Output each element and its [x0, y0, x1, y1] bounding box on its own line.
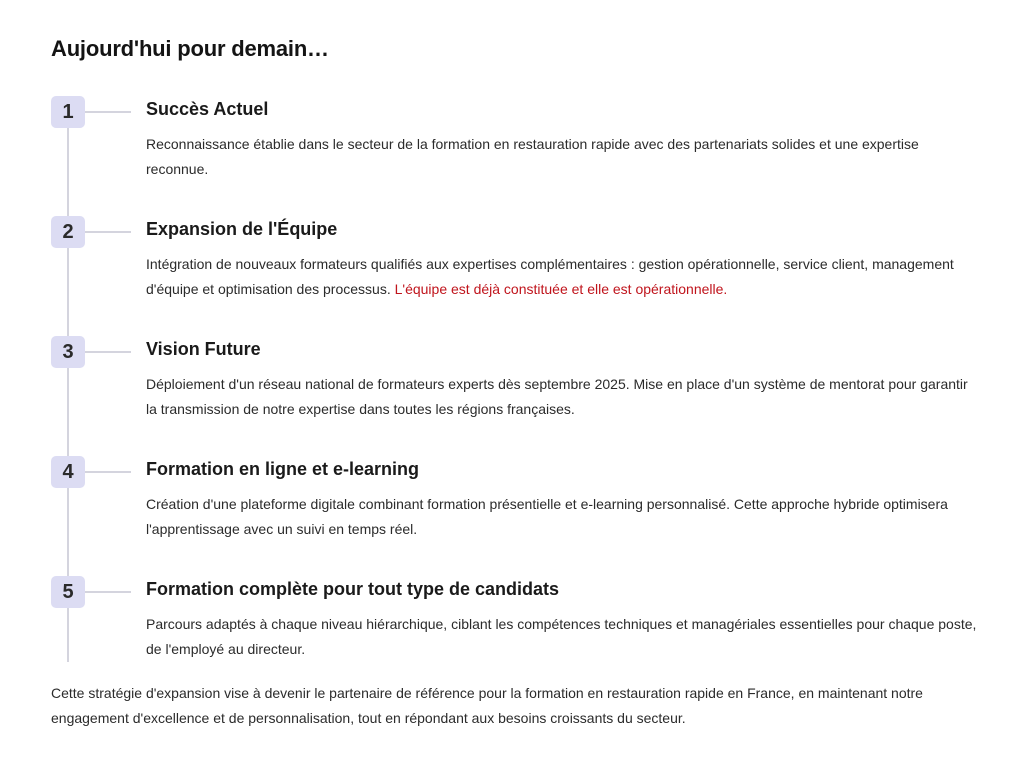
- step-number-badge: 4: [51, 456, 85, 488]
- step-description-text: Reconnaissance établie dans le secteur de la formation en restauration rapide avec des partenariats solides et une expertise reconnue.: [146, 136, 919, 177]
- step-connector: [85, 231, 131, 233]
- step-description: [146, 372, 981, 422]
- step-description: [146, 252, 981, 302]
- step-number-badge: 5: [51, 576, 85, 608]
- step-description: [146, 132, 981, 182]
- step-connector: [85, 351, 131, 353]
- step-title: Vision Future: [146, 339, 261, 359]
- step-connector: [85, 471, 131, 473]
- page-title: Aujourd'hui pour demain…: [51, 36, 329, 61]
- step-number-badge: 2: [51, 216, 85, 248]
- step-title: Succès Actuel: [146, 99, 269, 119]
- footer-summary: Cette stratégie d'expansion vise à devenir le partenaire de référence pour la formation en restauration rapide en France, en maintenant notre engagement d'excellence et de personnalisation, tout en répondant aux besoins croissants du secteur.: [51, 685, 923, 726]
- step-title: Formation en ligne et e-learning: [146, 459, 420, 479]
- step-title: Formation complète pour tout type de candidats: [146, 579, 560, 599]
- step-connector: [85, 111, 131, 113]
- step-description-text: Création d'une plateforme digitale combinant formation présentielle et e-learning personnalisé. Cette approche hybride optimisera l'apprentissage avec un suivi en temps réel.: [146, 496, 948, 537]
- step-description-highlight: L'équipe est déjà constituée et elle est opérationnelle.: [394, 281, 728, 297]
- step-number-badge: 3: [51, 336, 85, 368]
- step-description: [146, 612, 981, 662]
- step-connector: [85, 591, 131, 593]
- step-description-text: Déploiement d'un réseau national de formateurs experts dès septembre 2025. Mise en place d'un système de mentorat pour garantir la transmission de notre expertise dans toutes les régions françaises.: [146, 376, 968, 417]
- step-number-badge: 1: [51, 96, 85, 128]
- step-title: Expansion de l'Équipe: [146, 219, 338, 239]
- step-description: [146, 492, 981, 542]
- step-description-text: Intégration de nouveaux formateurs qualifiés aux expertises complémentaires : gestion opérationnelle, service client, management d'équipe et optimisation des processus.: [146, 256, 954, 297]
- step-description-text: Parcours adaptés à chaque niveau hiérarchique, ciblant les compétences techniques et managériales essentielles pour chaque poste, de l'employé au directeur.: [146, 616, 977, 657]
